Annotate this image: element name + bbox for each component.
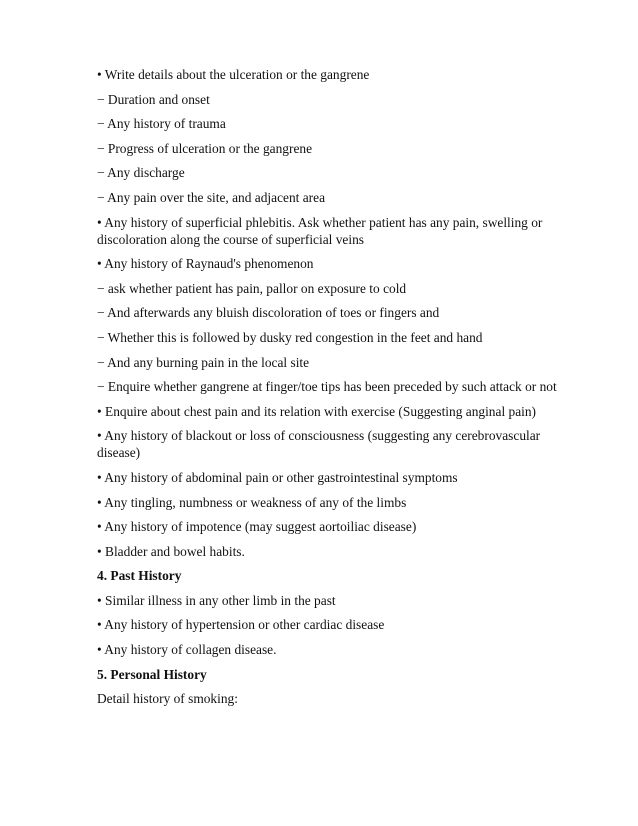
bullet-blackout: • Any history of blackout or loss of consciousness (suggesting any cerebrovascular disease) (97, 428, 541, 461)
sub-gangrene-preceded: − Enquire whether gangrene at finger/toe tips has been preceded by such attack or not (97, 379, 557, 395)
bullet-bladder-bowel: • Bladder and bowel habits. (97, 543, 245, 559)
sub-duration-onset: − Duration and onset (97, 91, 210, 107)
bullet-collagen-disease: • Any history of collagen disease. (97, 642, 277, 658)
sub-burning-pain: − And any burning pain in the local site (97, 354, 310, 370)
sub-pain-site: − Any pain over the site, and adjacent area (97, 189, 326, 205)
heading-past-history: 4. Past History (97, 568, 182, 584)
bullet-chest-pain: • Enquire about chest pain and its relation with exercise (Suggesting anginal pain) (97, 403, 537, 419)
sub-pain-pallor-cold: − ask whether patient has pain, pallor on exposure to cold (97, 280, 407, 296)
bullet-ulceration-details: • Write details about the ulceration or the gangrene (97, 67, 370, 82)
bullet-hypertension: • Any history of hypertension or other cardiac disease (97, 617, 385, 633)
bullet-superficial-phlebitis: • Any history of superficial phlebitis. Ask whether patient has any pain, swelling or discoloration along the course of superficial veins (97, 214, 543, 247)
smoking-history-text: Detail history of smoking: (97, 691, 238, 707)
heading-personal-history: 5. Personal History (97, 666, 207, 682)
bullet-abdominal-pain: • Any history of abdominal pain or other gastrointestinal symptoms (97, 469, 458, 485)
sub-progress-ulceration: − Progress of ulceration or the gangrene (97, 140, 313, 156)
bullet-tingling-numbness: • Any tingling, numbness or weakness of any of the limbs (97, 494, 407, 510)
document-page (97, 66, 567, 715)
sub-dusky-red-congestion: − Whether this is followed by dusky red congestion in the feet and hand (97, 329, 483, 345)
bullet-raynauds: • Any history of Raynaud's phenomenon (97, 256, 314, 272)
sub-history-trauma: − Any history of trauma (97, 116, 226, 132)
bullet-impotence: • Any history of impotence (may suggest aortoiliac disease) (97, 519, 417, 535)
sub-bluish-discoloration: − And afterwards any bluish discoloration of toes or fingers and (97, 305, 440, 321)
bullet-similar-illness: • Similar illness in any other limb in the past (97, 592, 336, 608)
sub-any-discharge: − Any discharge (97, 165, 185, 181)
